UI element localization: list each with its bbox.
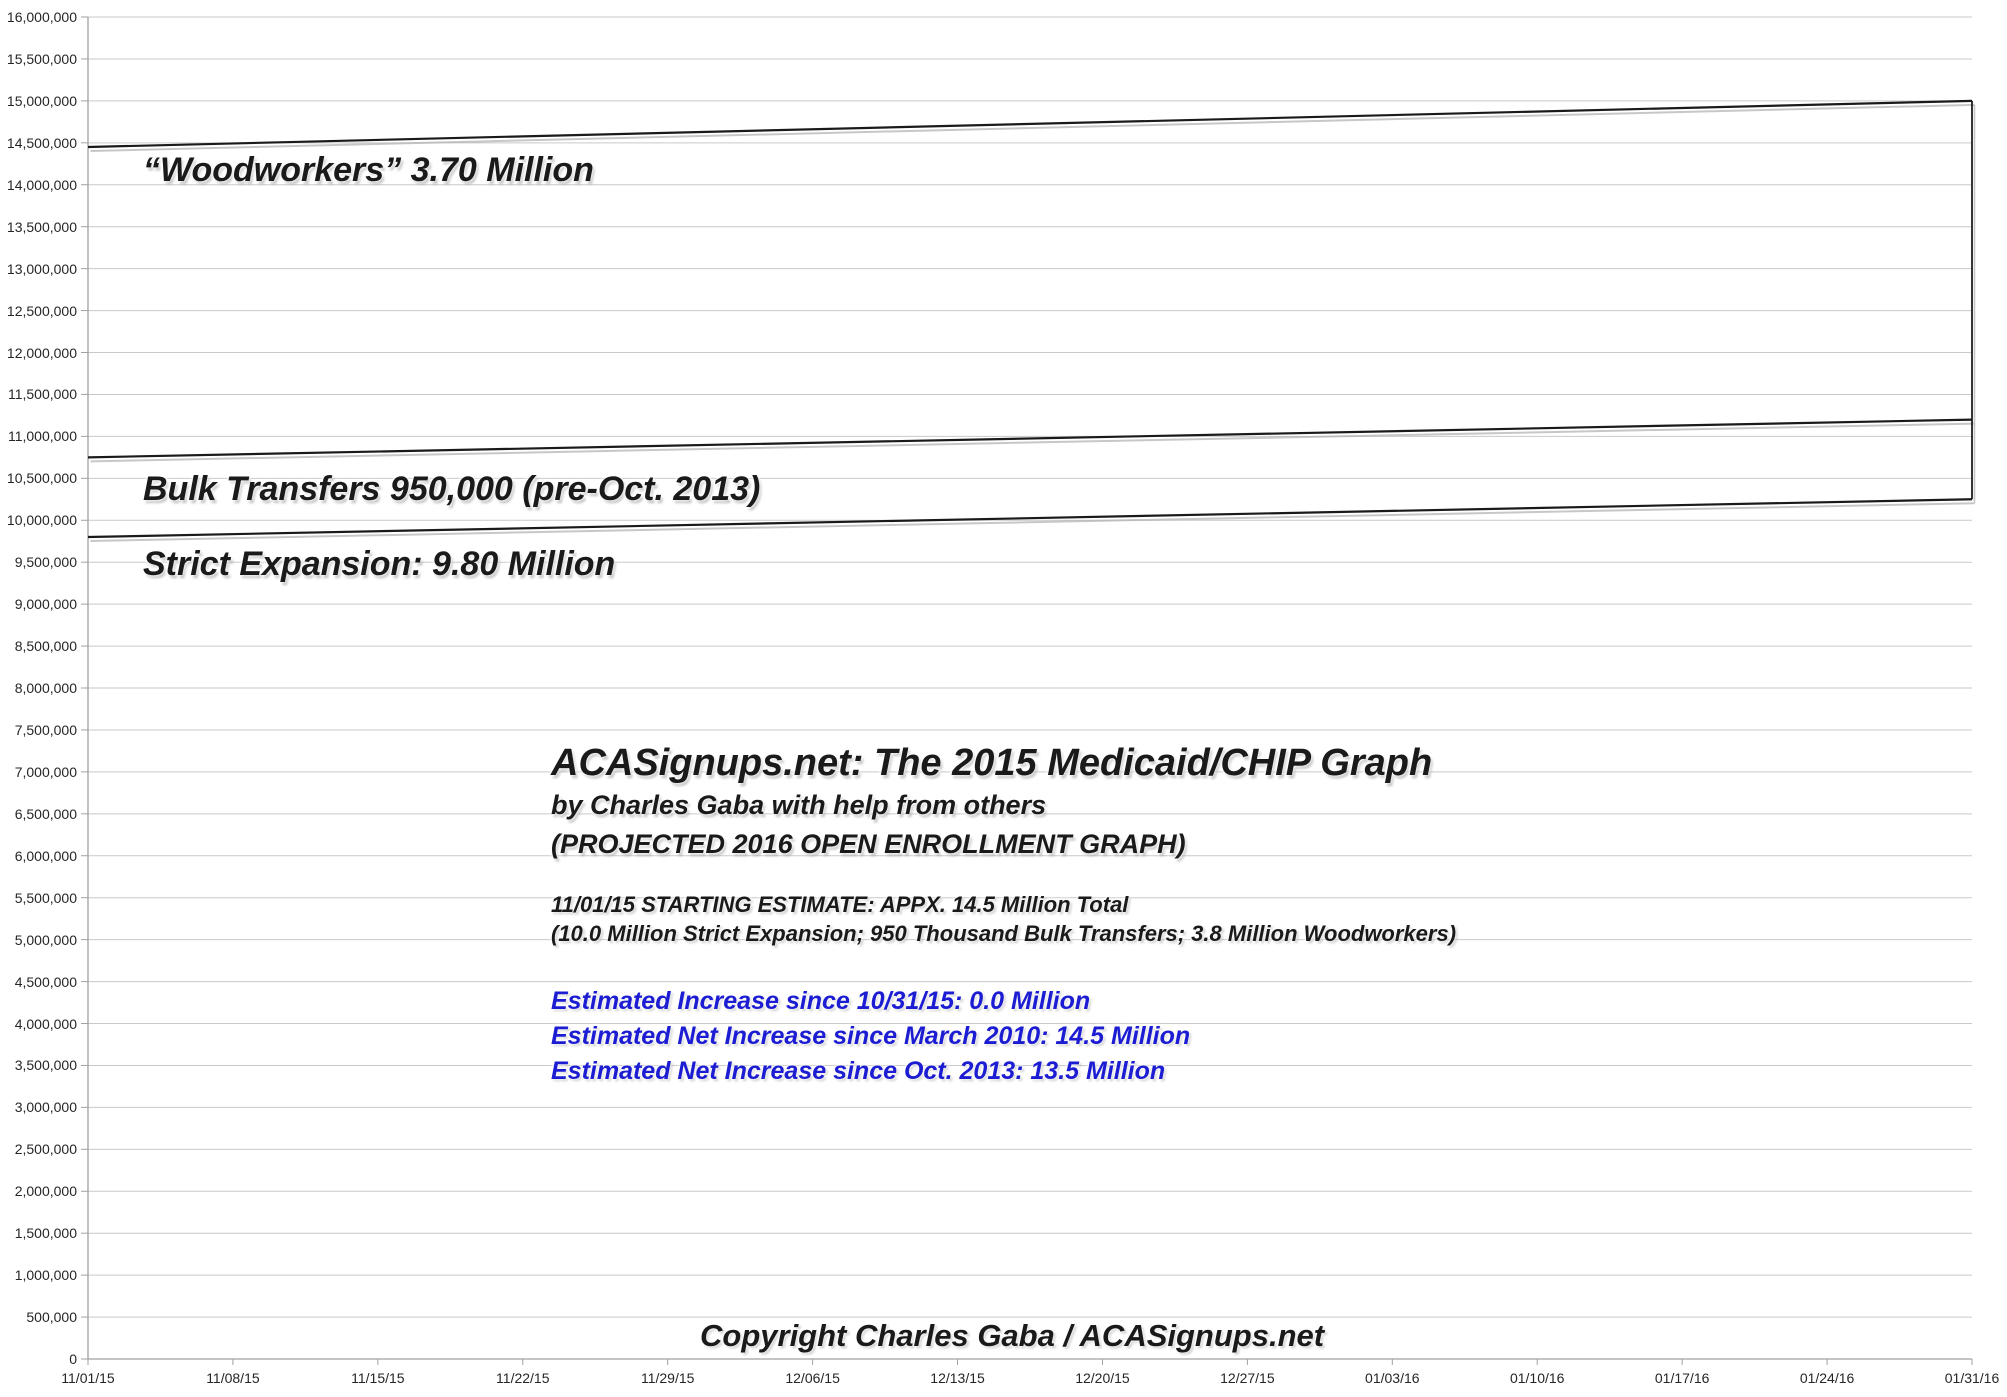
y-axis-label: 12,000,000 xyxy=(6,344,77,361)
y-axis-label: 4,500,000 xyxy=(14,973,77,990)
y-axis-label: 13,000,000 xyxy=(6,260,77,277)
series-label-strict-expansion: Strict Expansion: 9.80 Million xyxy=(143,545,616,583)
y-axis-label: 3,500,000 xyxy=(14,1057,77,1074)
y-axis-label: 11,000,000 xyxy=(7,428,77,445)
y-axis-label: 8,000,000 xyxy=(14,680,77,696)
starting-estimate-block xyxy=(551,890,1456,948)
y-axis-label: 9,000,000 xyxy=(14,596,77,613)
x-axis-label: 11/29/15 xyxy=(640,1370,695,1386)
y-axis-label: 11,500,000 xyxy=(7,386,77,403)
y-axis-label: 2,000,000 xyxy=(14,1183,77,1200)
estimate-line-since-march-2010: Estimated Net Increase since March 2010: 14.5 Million xyxy=(551,1022,1191,1050)
y-axis-label: 2,500,000 xyxy=(14,1141,77,1158)
y-axis-label: 3,000,000 xyxy=(14,1099,77,1116)
y-axis-label: 1,000,000 xyxy=(14,1267,77,1284)
y-axis-label: 12,500,000 xyxy=(6,302,77,319)
y-axis-label: 7,500,000 xyxy=(14,721,77,738)
x-axis-label: 01/17/16 xyxy=(1654,1370,1710,1386)
y-axis-label: 9,500,000 xyxy=(14,554,77,571)
x-axis-label: 11/15/15 xyxy=(351,1370,405,1386)
y-axis-label: 14,000,000 xyxy=(6,176,77,193)
x-axis-label: 11/22/15 xyxy=(496,1370,550,1386)
x-axis-label: 01/10/16 xyxy=(1509,1370,1565,1386)
y-axis-label: 10,000,000 xyxy=(6,512,77,529)
y-axis-label: 13,500,000 xyxy=(6,218,77,235)
starting-estimate-line1: 11/01/15 STARTING ESTIMATE: APPX. 14.5 Million Total xyxy=(551,892,1129,917)
chart-projection-note: (PROJECTED 2016 OPEN ENROLLMENT GRAPH) xyxy=(551,829,1186,859)
y-axis-label: 500,000 xyxy=(26,1309,77,1326)
series-label-bulk-transfers: Bulk Transfers 950,000 (pre-Oct. 2013) xyxy=(143,470,761,508)
y-axis-label: 5,000,000 xyxy=(14,931,77,948)
x-axis-label: 12/27/15 xyxy=(1220,1370,1275,1386)
x-axis-label: 12/06/15 xyxy=(785,1370,840,1386)
chart-title: ACASignups.net: The 2015 Medicaid/CHIP Graph xyxy=(551,742,1433,784)
starting-estimate-line2: (10.0 Million Strict Expansion; 950 Thousand Bulk Transfers; 3.8 Million Woodworkers) xyxy=(551,921,1457,946)
y-axis-label: 10,500,000 xyxy=(6,470,77,487)
x-axis-label: 12/20/15 xyxy=(1075,1370,1130,1386)
y-axis-label: 5,500,000 xyxy=(14,889,77,906)
series-label-woodworkers: “Woodworkers” 3.70 Million xyxy=(143,151,594,189)
y-axis-label: 15,500,000 xyxy=(6,50,77,67)
x-axis-label: 11/01/15 xyxy=(61,1370,115,1386)
y-axis-label: 8,500,000 xyxy=(14,638,77,655)
estimate-line-since-oct-2013: Estimated Net Increase since Oct. 2013: 13.5 Million xyxy=(551,1057,1166,1085)
estimate-line-since-10-31-15: Estimated Increase since 10/31/15: 0.0 Million xyxy=(551,987,1091,1015)
copyright-text: Copyright Charles Gaba / ACASignups.net xyxy=(700,1318,1325,1353)
title-block xyxy=(551,740,1432,864)
x-axis-label: 12/13/15 xyxy=(930,1370,985,1386)
estimate-block xyxy=(551,984,1190,1089)
y-axis-label: 16,000,000 xyxy=(6,9,77,25)
y-axis-label: 6,500,000 xyxy=(14,805,77,822)
y-axis-label: 4,000,000 xyxy=(14,1015,77,1032)
x-axis-label: 11/08/15 xyxy=(206,1370,260,1386)
y-axis-label: 7,000,000 xyxy=(14,763,77,780)
y-axis-label: 15,000,000 xyxy=(6,92,77,109)
x-axis-label: 01/24/16 xyxy=(1799,1370,1855,1386)
y-axis-label: 14,500,000 xyxy=(6,134,77,151)
y-axis-label: 0 xyxy=(69,1351,77,1367)
x-axis-label: 01/31/16 xyxy=(1944,1370,2000,1386)
gridlines xyxy=(81,17,1972,1359)
chart-byline: by Charles Gaba with help from others xyxy=(551,790,1047,820)
x-axis-label: 01/03/16 xyxy=(1365,1370,1420,1386)
y-axis-label: 6,000,000 xyxy=(14,847,77,864)
y-axis-label: 1,500,000 xyxy=(14,1225,77,1242)
axes xyxy=(88,17,1972,1365)
